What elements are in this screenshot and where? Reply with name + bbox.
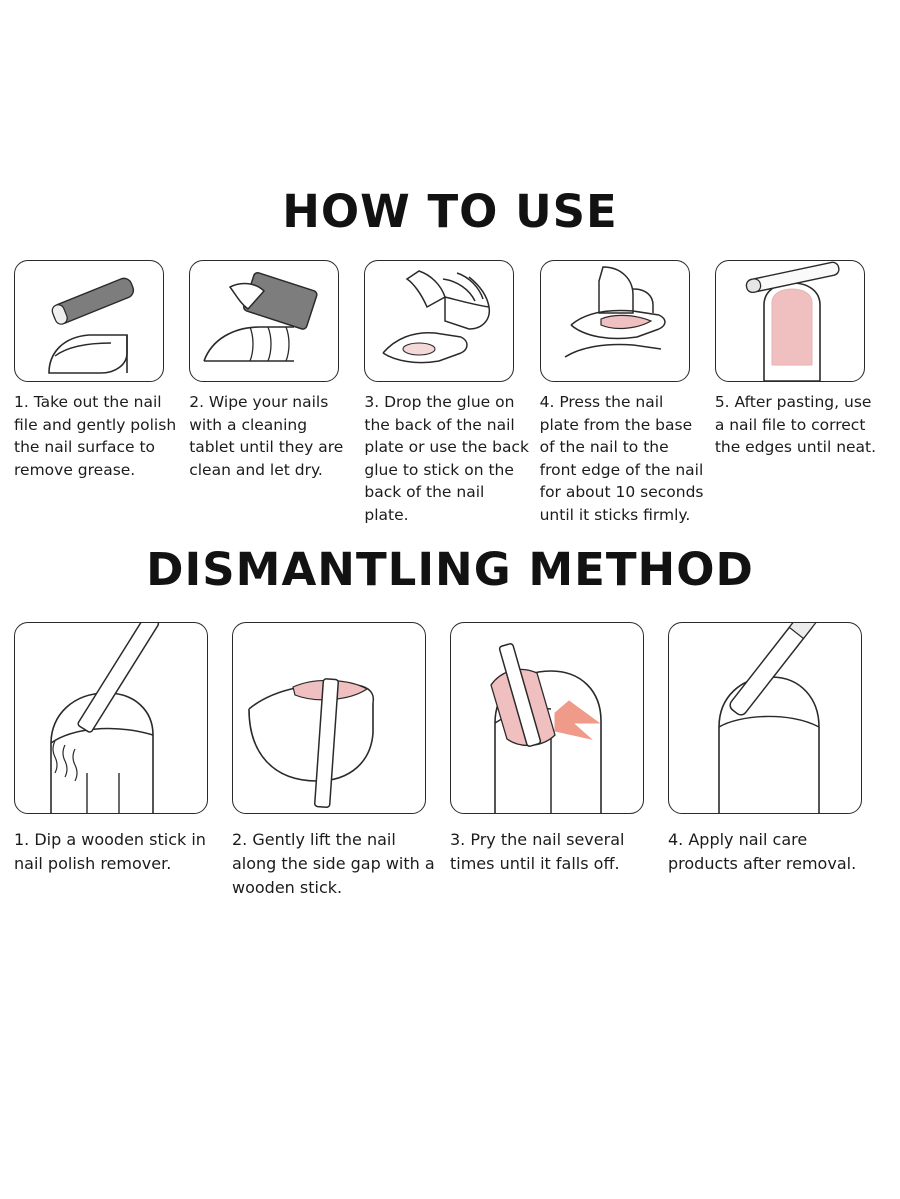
step-item (14, 260, 185, 526)
pry-nail-icon (450, 622, 644, 814)
step-item (14, 622, 232, 900)
lift-nail-icon (232, 622, 426, 814)
step-caption: 5. After pasting, use a nail file to correct the edges until neat. (714, 393, 877, 456)
step-item (715, 260, 886, 526)
glue-drop-icon (364, 260, 514, 382)
dip-stick-remover-icon (14, 622, 208, 814)
step-caption: 1. Take out the nail file and gently polish the nail surface to remove grease. (14, 393, 177, 479)
step-item (668, 622, 886, 900)
step-caption: 1. Dip a wooden stick in nail polish remover. (14, 830, 206, 873)
press-nail-icon (540, 260, 690, 382)
step-item (364, 260, 535, 526)
step-item (450, 622, 668, 900)
step-caption: 2. Gently lift the nail along the side gap with a wooden stick. (232, 830, 435, 897)
step-caption: 3. Pry the nail several times until it falls off. (450, 830, 625, 873)
step-item (540, 260, 711, 526)
dismantling-method-steps (0, 622, 900, 900)
section-title-how-to-use: HOW TO USE (282, 185, 618, 238)
step-caption: 3. Drop the glue on the back of the nail plate or use the back glue to stick on the back of the nail plate. (364, 393, 529, 524)
how-to-use-steps (0, 260, 900, 526)
section-title-dismantling-method: DISMANTLING METHOD (146, 543, 754, 596)
cleaning-wipe-icon (189, 260, 339, 382)
step-item (189, 260, 360, 526)
step-caption: 4. Press the nail plate from the base of the nail to the front edge of the nail for about 10 seconds until it sticks firmly. (539, 393, 704, 524)
step-caption: 2. Wipe your nails with a cleaning tablet until they are clean and let dry. (189, 393, 344, 479)
nail-file-polishing-icon (14, 260, 164, 382)
step-caption: 4. Apply nail care products after removal. (668, 830, 857, 873)
nail-care-icon (668, 622, 862, 814)
file-edges-icon (715, 260, 865, 382)
step-item (232, 622, 450, 900)
